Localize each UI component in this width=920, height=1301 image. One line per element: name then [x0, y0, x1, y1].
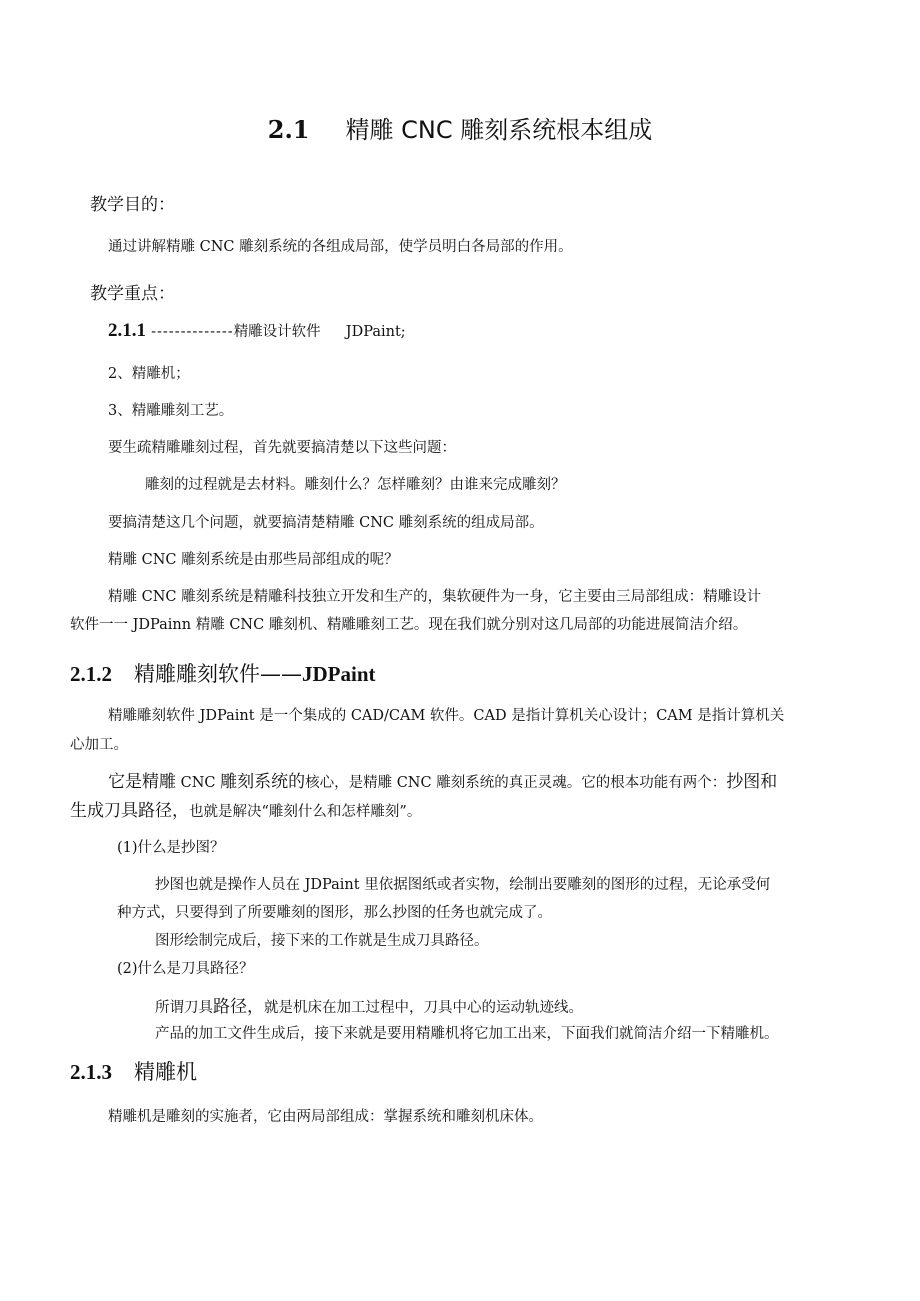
keypoint-item-3: 3、精雕雕刻工艺。 [108, 403, 234, 419]
intro-paragraph-5-line-2: 软件一一 JDPainn 精雕 CNC 雕刻机、精雕雕刻工艺。现在我们就分别对这几局部的功能进展简洁介绍。 [70, 617, 748, 633]
keypoint-name: JDPaint; [345, 324, 406, 340]
question-1: (1)什么是抄图？ [117, 840, 225, 856]
core-text-end: 也就是解决“雕刻什么和怎样雕刻”。 [189, 804, 422, 820]
section-heading-text: 精雕机 [134, 1060, 197, 1084]
core-emphasis-b: 雕刻系统的 [220, 772, 306, 792]
software-paragraph-line-1: 精雕雕刻软件 JDPaint 是一个集成的 CAD/CAM 软件。CAD 是指计算机关心设计；CAM 是指计算机关 [108, 708, 785, 724]
keypoint-item-2: 2、精雕机； [108, 366, 190, 382]
machine-paragraph: 精雕机是雕刻的实施者，它由两局部组成：掌握系统和雕刻机床体。 [108, 1109, 543, 1125]
title-number: 2.1 [267, 115, 310, 144]
answer-2-text-a: 所谓刀具 [155, 1000, 213, 1016]
answer-1-line-2: 种方式，只要得到了所要雕刻的图形，那么抄图的任务也就完成了。 [117, 905, 552, 921]
section-heading-text: 精雕雕刻软件—— [134, 662, 302, 686]
answer-1-line-3: 图形绘制完成后，接下来的工作就是生成刀具路径。 [155, 933, 489, 949]
software-paragraph-line-2: 心加工。 [70, 737, 128, 753]
objective-text: 通过讲解精雕 CNC 雕刻系统的各组成局部，使学员明白各局部的作用。 [108, 239, 573, 255]
page-title [0, 110, 920, 145]
core-paragraph-line-1 [108, 767, 777, 792]
section-2-1-2-heading [70, 658, 376, 688]
section-heading-bold: JDPaint [302, 662, 376, 686]
core-text: 核心，是精雕 CNC 雕刻系统的真正灵魂。它的根本功能有两个： [305, 775, 727, 791]
answer-2-line-1 [155, 992, 583, 1017]
core-emphasis-a: 它是精雕 [108, 772, 176, 792]
intro-paragraph-5-line-1: 精雕 CNC 雕刻系统是精雕科技独立开发和生产的，集软硬件为一身，它主要由三局部组成：精雕设计 [108, 589, 762, 605]
answer-2-text-c: 就是机床在加工过程中，刀具中心的运动轨迹线。 [264, 1000, 583, 1016]
question-2: (2)什么是刀具路径？ [117, 961, 254, 977]
keypoint-text: 精雕设计软件 [233, 324, 321, 340]
section-number: 2.1.2 [70, 662, 112, 686]
title-text: 精雕 CNC 雕刻系统根本组成 [345, 116, 653, 144]
core-emphasis-c: 抄图和 [726, 772, 778, 792]
intro-paragraph-4: 精雕 CNC 雕刻系统是由那些局部组成的呢？ [108, 552, 399, 568]
answer-1-line-1: 抄图也就是操作人员在 JDPaint 里依据图纸或者实物，绘制出要雕刻的图形的过程，无论承受何 [155, 877, 771, 893]
answer-2-line-2: 产品的加工文件生成后，接下来就是要用精雕机将它加工出来，下面我们就简洁介绍一下精雕机。 [155, 1026, 779, 1042]
section-number: 2.1.3 [70, 1060, 112, 1084]
core-paragraph-line-2 [70, 796, 421, 821]
section-2-1-3-heading [70, 1056, 197, 1086]
keypoint-number: 2.1.1 [108, 320, 146, 341]
keypoint-dashes: -------------- [151, 324, 234, 340]
core-emphasis-d: 生成刀具路径， [70, 801, 189, 821]
keypoints-label: 教学重点： [90, 284, 175, 304]
objective-label: 教学目的： [90, 195, 175, 215]
core-cnc: CNC [176, 775, 221, 791]
intro-paragraph-1: 要生疏精雕雕刻过程，首先就要搞清楚以下这些问题： [108, 440, 456, 456]
intro-paragraph-3: 要搞清楚这几个问题，就要搞清楚精雕 CNC 雕刻系统的组成局部。 [108, 515, 544, 531]
intro-paragraph-2: 雕刻的过程就是去材料。雕刻什么？怎样雕刻？由谁来完成雕刻？ [145, 477, 566, 493]
keypoint-item-1 [108, 320, 406, 342]
answer-2-emphasis: 路径， [213, 997, 264, 1017]
